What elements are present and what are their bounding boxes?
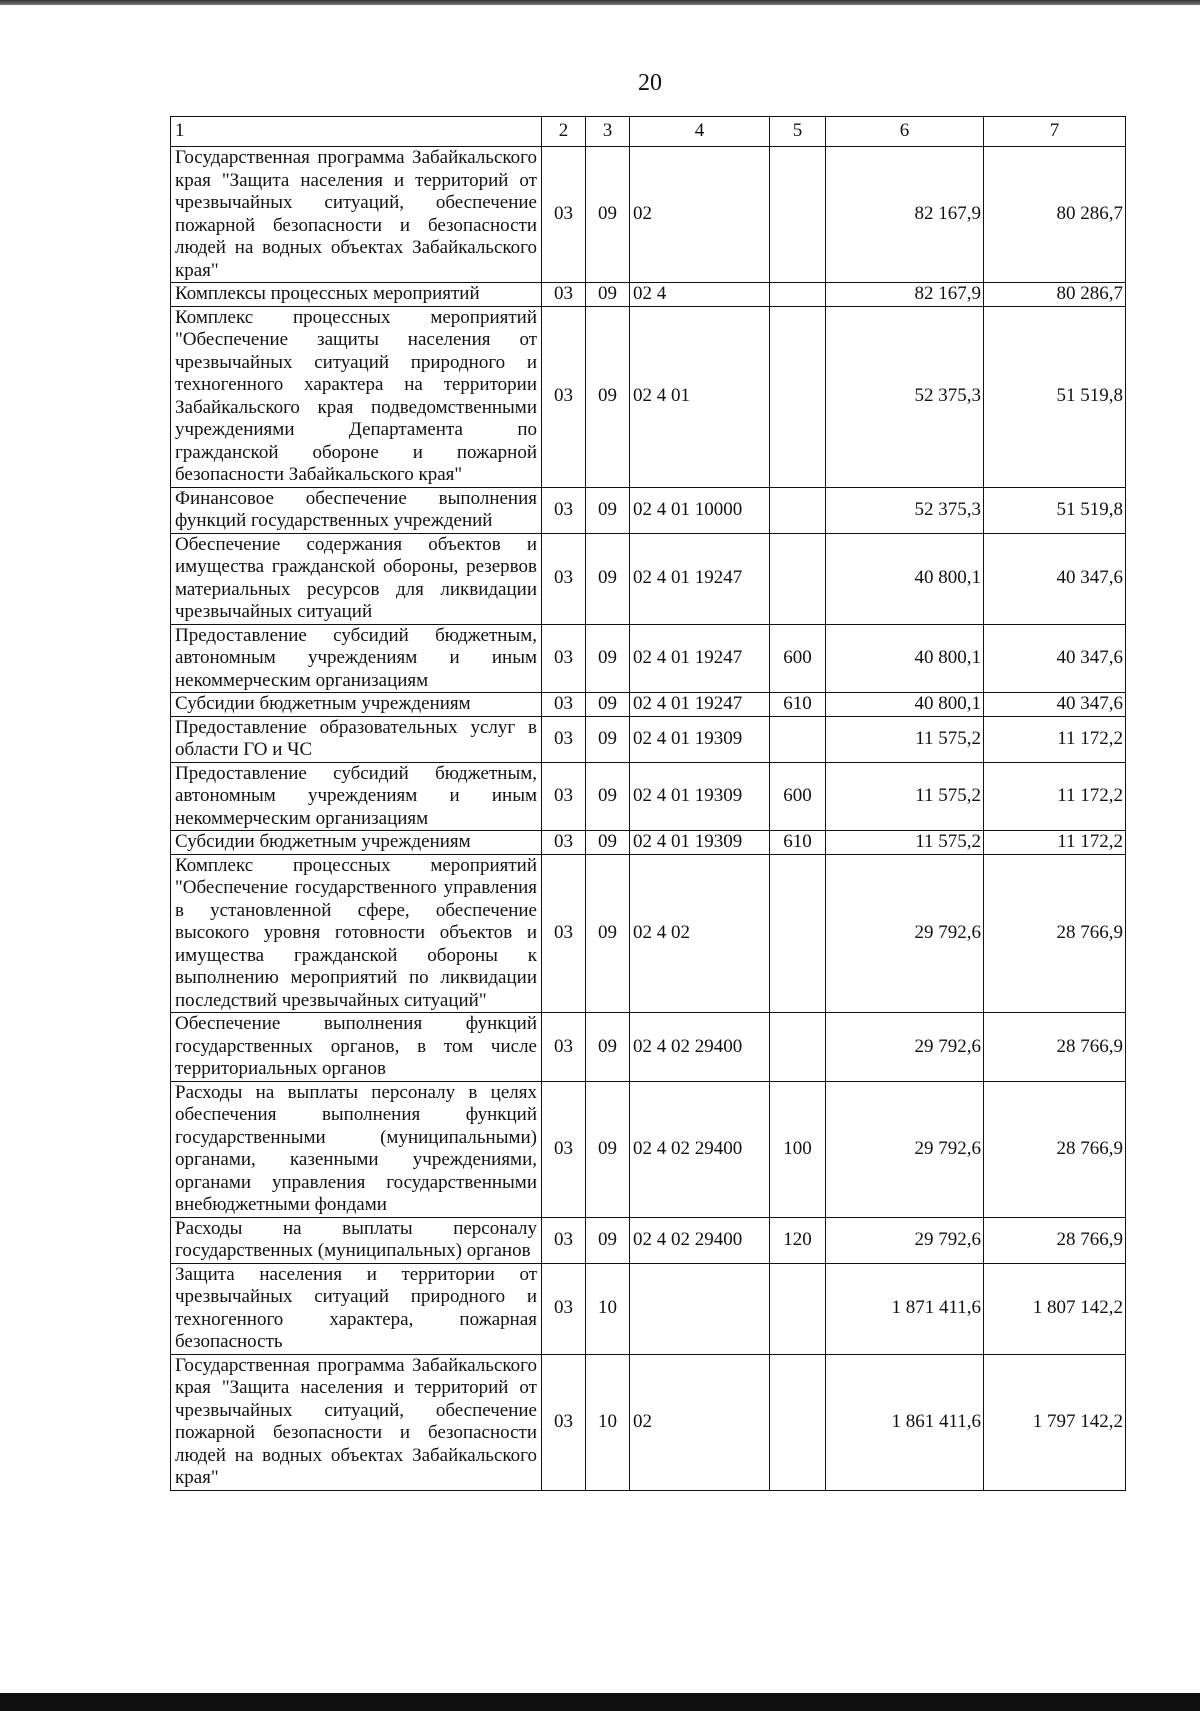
row-target-article: 02 4: [630, 283, 770, 307]
row-subsection-code: 09: [586, 1217, 630, 1263]
row-section-code: 03: [542, 1263, 586, 1354]
row-name: Комплексы процессных мероприятий: [171, 283, 542, 307]
row-subsection-code: 09: [586, 831, 630, 855]
row-amount-year-2: 28 766,9: [984, 854, 1126, 1013]
table-row: [171, 283, 1126, 307]
table-row: [171, 1263, 1126, 1354]
row-amount-year-1: 11 575,2: [826, 716, 984, 762]
header-cell: 1: [171, 117, 542, 147]
row-amount-year-1: 52 375,3: [826, 306, 984, 487]
row-amount-year-1: 40 800,1: [826, 533, 984, 624]
row-target-article: 02 4 01 19309: [630, 831, 770, 855]
row-amount-year-1: 29 792,6: [826, 854, 984, 1013]
table-row: [171, 1217, 1126, 1263]
row-amount-year-1: 29 792,6: [826, 1081, 984, 1217]
row-subsection-code: 10: [586, 1263, 630, 1354]
row-name: Комплекс процессных мероприятий "Обеспечение государственного управления в установленной сфере, обеспечение высокого уровня готовности объектов и имущества гражданской обороны к выполнению мероприятий по ликвидации последствий чрезвычайных ситуаций": [171, 854, 542, 1013]
row-name: Расходы на выплаты персоналу в целях обеспечения выполнения функций государственными (муниципальными) органами, казенными учреждениями, органами управления государственными внебюджетными фондами: [171, 1081, 542, 1217]
row-expense-type: [770, 306, 826, 487]
row-amount-year-2: 11 172,2: [984, 716, 1126, 762]
row-amount-year-1: 52 375,3: [826, 487, 984, 533]
row-amount-year-2: 1 807 142,2: [984, 1263, 1126, 1354]
row-expense-type: [770, 1013, 826, 1082]
table-row: [171, 533, 1126, 624]
row-expense-type: [770, 716, 826, 762]
row-target-article: 02: [630, 147, 770, 283]
row-expense-type: 600: [770, 762, 826, 831]
row-subsection-code: 09: [586, 1081, 630, 1217]
row-section-code: 03: [542, 854, 586, 1013]
row-amount-year-1: 1 871 411,6: [826, 1263, 984, 1354]
row-section-code: 03: [542, 487, 586, 533]
scan-edge-top: [0, 0, 1200, 5]
row-target-article: 02 4 02 29400: [630, 1081, 770, 1217]
row-section-code: 03: [542, 306, 586, 487]
row-name: Предоставление образовательных услуг в области ГО и ЧС: [171, 716, 542, 762]
row-name: Субсидии бюджетным учреждениям: [171, 831, 542, 855]
header-cell: 3: [586, 117, 630, 147]
row-amount-year-1: 29 792,6: [826, 1217, 984, 1263]
table-row: [171, 487, 1126, 533]
row-expense-type: 600: [770, 624, 826, 693]
row-target-article: 02 4 01 19247: [630, 693, 770, 717]
table-row: [171, 1013, 1126, 1082]
header-cell: 4: [630, 117, 770, 147]
row-amount-year-1: 29 792,6: [826, 1013, 984, 1082]
header-cell: 7: [984, 117, 1126, 147]
row-amount-year-1: 82 167,9: [826, 283, 984, 307]
row-amount-year-2: 40 347,6: [984, 624, 1126, 693]
table-row: [171, 1081, 1126, 1217]
row-expense-type: 100: [770, 1081, 826, 1217]
table-header-row: [171, 117, 1126, 147]
row-target-article: 02: [630, 1354, 770, 1490]
row-name: Субсидии бюджетным учреждениям: [171, 693, 542, 717]
row-expense-type: [770, 283, 826, 307]
row-name: Комплекс процессных мероприятий "Обеспечение защиты населения от чрезвычайных ситуаций природного и техногенного характера на территории Забайкальского края подведомственными учреждениями Департамента по гражданской обороне и пожарной безопасности Забайкальского края": [171, 306, 542, 487]
table-row: [171, 716, 1126, 762]
row-subsection-code: 09: [586, 693, 630, 717]
row-subsection-code: 09: [586, 487, 630, 533]
row-target-article: 02 4 01 19247: [630, 533, 770, 624]
page-number: 20: [638, 70, 662, 96]
table-row: [171, 1354, 1126, 1490]
row-amount-year-2: 11 172,2: [984, 831, 1126, 855]
row-name: Расходы на выплаты персоналу государственных (муниципальных) органов: [171, 1217, 542, 1263]
row-target-article: 02 4 01 19247: [630, 624, 770, 693]
table-row: [171, 147, 1126, 283]
budget-table: [170, 116, 1126, 1491]
header-cell: 2: [542, 117, 586, 147]
row-amount-year-2: 28 766,9: [984, 1217, 1126, 1263]
row-subsection-code: 09: [586, 147, 630, 283]
row-target-article: 02 4 02 29400: [630, 1217, 770, 1263]
row-name: Обеспечение содержания объектов и имущества гражданской обороны, резервов материальных ресурсов для ликвидации чрезвычайных ситуаций: [171, 533, 542, 624]
table-row: [171, 854, 1126, 1013]
row-amount-year-1: 40 800,1: [826, 624, 984, 693]
row-name: Финансовое обеспечение выполнения функций государственных учреждений: [171, 487, 542, 533]
row-section-code: 03: [542, 1217, 586, 1263]
row-name: Государственная программа Забайкальского края "Защита населения и территорий от чрезвычайных ситуаций, обеспечение пожарной безопасности и безопасности людей на водных объектах Забайкальского края": [171, 147, 542, 283]
row-name: Предоставление субсидий бюджетным, автономным учреждениям и иным некоммерческим организациям: [171, 624, 542, 693]
row-subsection-code: 09: [586, 716, 630, 762]
row-expense-type: [770, 1263, 826, 1354]
row-section-code: 03: [542, 147, 586, 283]
row-subsection-code: 09: [586, 854, 630, 1013]
row-section-code: 03: [542, 1013, 586, 1082]
row-subsection-code: 09: [586, 1013, 630, 1082]
table-row: [171, 831, 1126, 855]
row-target-article: 02 4 01 19309: [630, 762, 770, 831]
row-expense-type: [770, 533, 826, 624]
row-target-article: 02 4 01 19309: [630, 716, 770, 762]
row-section-code: 03: [542, 693, 586, 717]
row-target-article: 02 4 02: [630, 854, 770, 1013]
row-amount-year-2: 51 519,8: [984, 306, 1126, 487]
row-amount-year-2: 28 766,9: [984, 1013, 1126, 1082]
row-expense-type: 120: [770, 1217, 826, 1263]
row-amount-year-2: 51 519,8: [984, 487, 1126, 533]
row-amount-year-2: 80 286,7: [984, 283, 1126, 307]
row-target-article: 02 4 01: [630, 306, 770, 487]
row-amount-year-1: 11 575,2: [826, 831, 984, 855]
row-expense-type: [770, 854, 826, 1013]
header-cell: 5: [770, 117, 826, 147]
header-cell: 6: [826, 117, 984, 147]
table-row: [171, 306, 1126, 487]
row-section-code: 03: [542, 762, 586, 831]
row-subsection-code: 09: [586, 624, 630, 693]
row-amount-year-1: 1 861 411,6: [826, 1354, 984, 1490]
row-expense-type: [770, 1354, 826, 1490]
row-amount-year-1: 82 167,9: [826, 147, 984, 283]
row-section-code: 03: [542, 716, 586, 762]
row-expense-type: [770, 147, 826, 283]
row-amount-year-1: 11 575,2: [826, 762, 984, 831]
row-subsection-code: 09: [586, 283, 630, 307]
row-subsection-code: 09: [586, 533, 630, 624]
row-name: Государственная программа Забайкальского края "Защита населения и территорий от чрезвычайных ситуаций, обеспечение пожарной безопасности и безопасности людей на водных объектах Забайкальского края": [171, 1354, 542, 1490]
row-target-article: 02 4 02 29400: [630, 1013, 770, 1082]
table-row: [171, 693, 1126, 717]
row-name: Обеспечение выполнения функций государственных органов, в том числе территориальных органов: [171, 1013, 542, 1082]
table-row: [171, 624, 1126, 693]
row-amount-year-2: 40 347,6: [984, 533, 1126, 624]
row-expense-type: 610: [770, 831, 826, 855]
row-amount-year-1: 40 800,1: [826, 693, 984, 717]
row-amount-year-2: 40 347,6: [984, 693, 1126, 717]
row-amount-year-2: 80 286,7: [984, 147, 1126, 283]
row-subsection-code: 10: [586, 1354, 630, 1490]
scan-edge-bottom: [0, 1693, 1200, 1711]
row-amount-year-2: 11 172,2: [984, 762, 1126, 831]
row-section-code: 03: [542, 533, 586, 624]
row-name: Защита населения и территории от чрезвычайных ситуаций природного и техногенного характера, пожарная безопасность: [171, 1263, 542, 1354]
row-expense-type: [770, 487, 826, 533]
row-section-code: 03: [542, 624, 586, 693]
row-section-code: 03: [542, 283, 586, 307]
row-amount-year-2: 1 797 142,2: [984, 1354, 1126, 1490]
row-target-article: [630, 1263, 770, 1354]
row-subsection-code: 09: [586, 762, 630, 831]
row-expense-type: 610: [770, 693, 826, 717]
row-target-article: 02 4 01 10000: [630, 487, 770, 533]
row-name: Предоставление субсидий бюджетным, автономным учреждениям и иным некоммерческим организациям: [171, 762, 542, 831]
row-amount-year-2: 28 766,9: [984, 1081, 1126, 1217]
table-row: [171, 762, 1126, 831]
row-subsection-code: 09: [586, 306, 630, 487]
row-section-code: 03: [542, 831, 586, 855]
row-section-code: 03: [542, 1081, 586, 1217]
row-section-code: 03: [542, 1354, 586, 1490]
